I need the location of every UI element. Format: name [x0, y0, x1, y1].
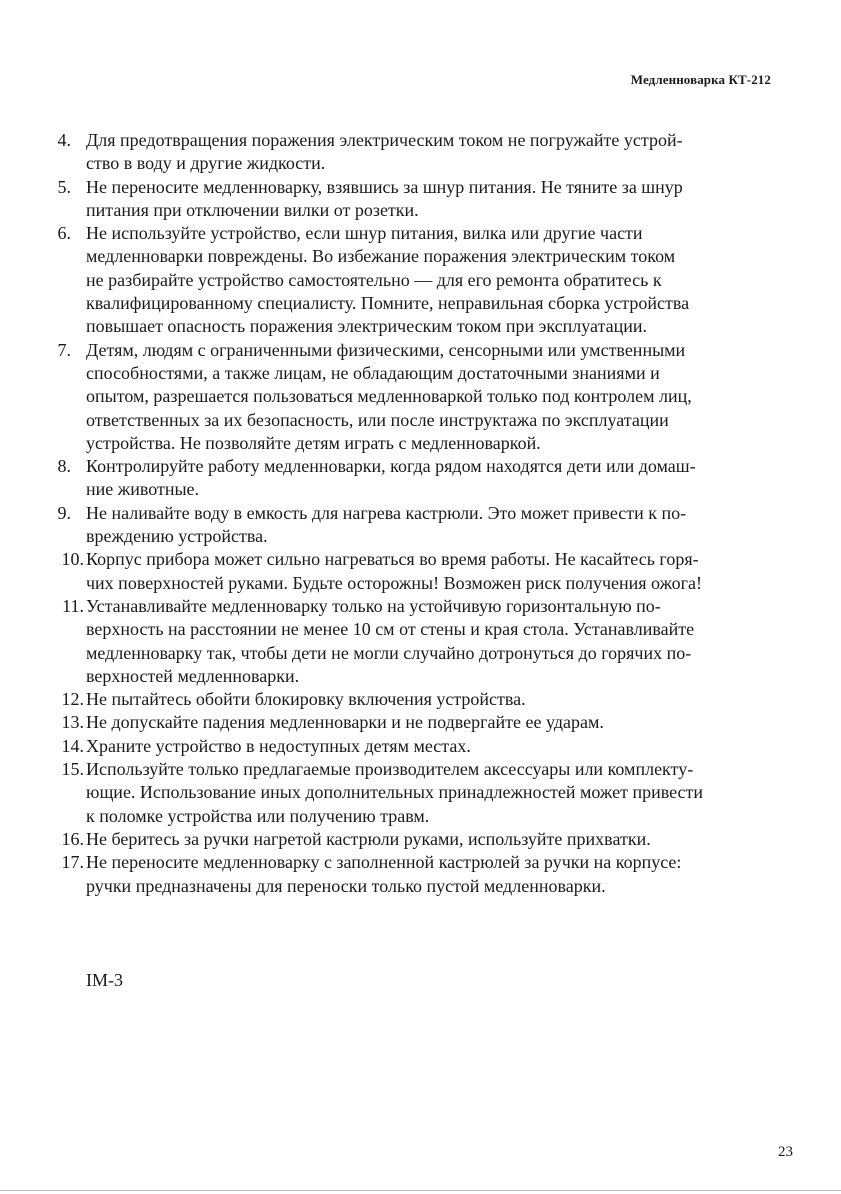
list-item-line: Не переносите медленноварку, взявшись за шнур питания. Не тяните за шнур: [86, 176, 683, 197]
list-item-number: 8.: [57, 456, 71, 477]
list-item-line: медленноварку так, чтобы дети не могли случайно дотронуться до горячих по-: [86, 642, 692, 663]
list-item-line: вреждению устройства.: [86, 526, 268, 547]
list-item-number: 6.: [57, 223, 71, 244]
list-item-line: ответственных за их безопасность, или после инструктажа по эксплуатации: [86, 409, 669, 430]
list-item: [50, 548, 772, 595]
list-item-number: 5.: [57, 176, 71, 197]
list-item-line: Устанавливайте медленноварку только на устойчивую горизонтальную по-: [86, 595, 661, 616]
list-item-number: 7.: [57, 339, 71, 360]
list-item-line: ние животные.: [86, 479, 200, 500]
list-item-line: Контролируйте работу медленноварки, когда рядом находятся дети или домаш-: [86, 456, 696, 477]
list-item-line: верхностей медленноварки.: [86, 665, 300, 686]
list-item-line: питания при отключении вилки от розетки.: [86, 199, 419, 220]
list-item: [50, 455, 772, 502]
list-item-line: способностями, а также лицам, не обладающим достаточными знаниями и: [86, 362, 660, 383]
list-item-line: Детям, людям с ограниченными физическими, сенсорными или умственными: [86, 339, 686, 360]
list-item-line: устройства. Не позволяйте детям играть с медленноваркой.: [86, 432, 541, 453]
list-item: [50, 711, 772, 734]
list-item-number: 11.: [62, 595, 84, 616]
list-item-line: Используйте только предлагаемые производителем аксессуары или комплекту-: [86, 759, 694, 780]
list-item: [50, 502, 772, 549]
list-item: [50, 688, 772, 711]
list-item-line: Храните устройство в недоступных детям местах.: [86, 735, 471, 756]
running-header: Медленноварка КТ-212: [630, 72, 771, 87]
safety-instructions-list: [50, 129, 772, 898]
list-item-line: Не переносите медленноварку с заполненной кастрюлей за ручки на корпусе:: [86, 852, 682, 873]
list-item-line: верхность на расстоянии не менее 10 см от стены и края стола. Устанавливайте: [86, 619, 695, 640]
list-item-number: 17.: [61, 852, 84, 873]
list-item-line: квалифицированному специалисту. Помните, неправильная сборка устройства: [86, 293, 690, 314]
list-item-line: Не допускайте падения медленноварки и не подвергайте ее ударам.: [86, 712, 604, 733]
list-item: [50, 129, 772, 176]
list-item-line: Не беритесь за ручки нагретой кастрюли руками, используйте прихватки.: [86, 828, 651, 849]
list-item-line: не разбирайте устройство самостоятельно — для его ремонта обратитесь к: [86, 269, 662, 290]
list-item-number: 10.: [61, 549, 84, 570]
list-item-line: ство в воду и другие жидкости.: [86, 153, 326, 174]
list-item-line: ющие. Использование иных дополнительных принадлежностей может привести: [86, 782, 704, 803]
list-item-number: 16.: [61, 828, 84, 849]
list-item: [50, 735, 772, 758]
bottom-rule: [0, 1190, 841, 1191]
list-item: [50, 828, 772, 851]
list-item-line: чих поверхностей руками. Будьте осторожны! Возможен риск получения ожога!: [86, 572, 702, 593]
list-item: [50, 851, 772, 898]
list-item-number: 14.: [61, 735, 84, 756]
list-item-line: Не пытайтесь обойти блокировку включения устройства.: [86, 689, 526, 710]
list-item-line: ручки предназначены для переноски только пустой медленноварки.: [86, 875, 606, 896]
list-item-line: Не используйте устройство, если шнур питания, вилка или другие части: [86, 223, 643, 244]
list-item-line: Для предотвращения поражения электрическим током не погружайте устрой-: [86, 130, 683, 150]
list-item-number: 12.: [61, 689, 84, 710]
list-item-line: повышает опасность поражения электрическим током при эксплуатации.: [86, 316, 648, 337]
list-item-line: к поломке устройства или получению травм.: [86, 805, 430, 826]
list-item-number: 4.: [57, 130, 71, 150]
page-number: 23: [778, 1144, 793, 1160]
list-item: [50, 176, 772, 223]
list-item-number: 15.: [61, 759, 84, 780]
list-item: [50, 595, 772, 688]
list-item-line: опытом, разрешается пользоваться медленноваркой только под контролем лиц,: [86, 386, 692, 407]
list-item: [50, 222, 772, 338]
list-item: [50, 339, 772, 455]
list-item-line: Не наливайте воду в емкость для нагрева кастрюли. Это может привести к по-: [86, 502, 687, 523]
list-item-number: 9.: [57, 502, 71, 523]
list-item-line: Корпус прибора может сильно нагреваться во время работы. Не касайтесь горя-: [86, 549, 699, 570]
list-item: [50, 758, 772, 828]
list-item-line: медленноварки повреждены. Во избежание поражения электрическим током: [86, 246, 676, 267]
list-item-number: 13.: [61, 712, 84, 733]
document-code: IM-3: [86, 970, 123, 990]
